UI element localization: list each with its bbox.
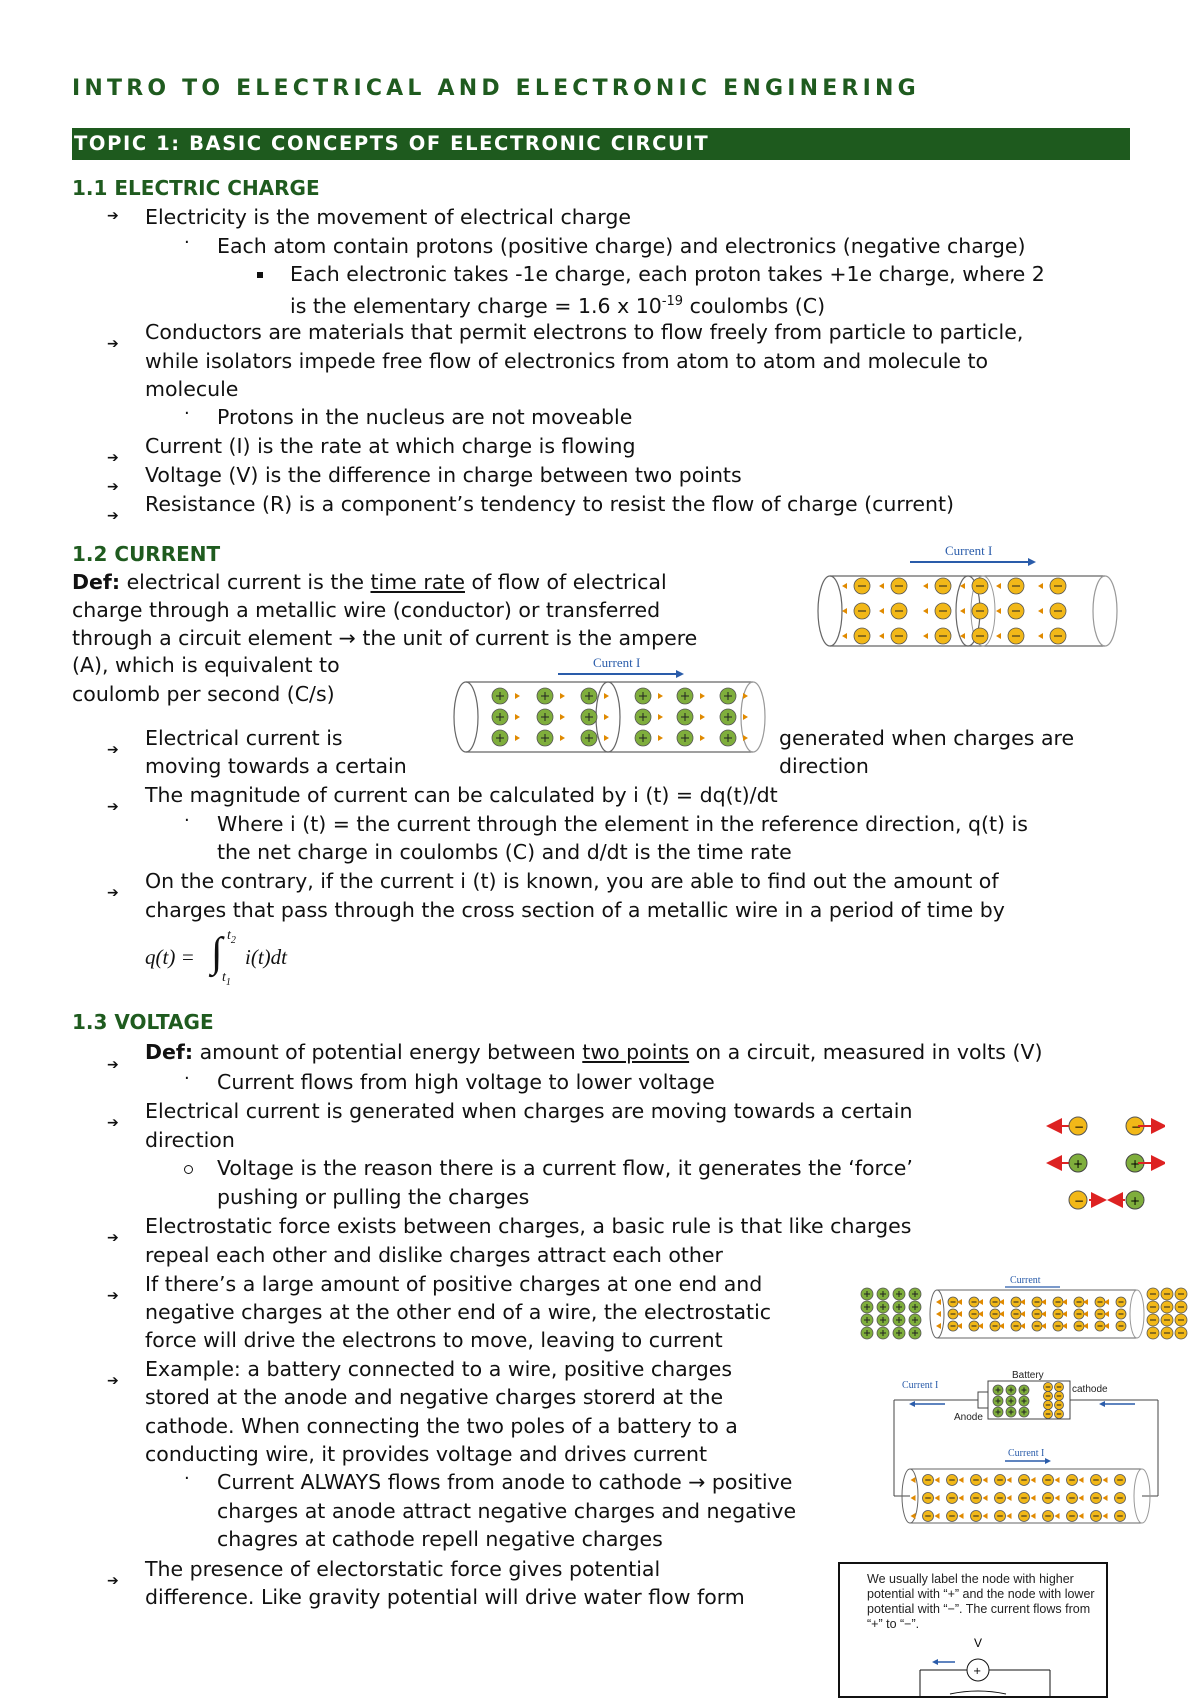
svg-text:−: −	[1131, 1120, 1142, 1134]
bullet-text: charges that pass through the cross section of a metallic wire in a period of time by	[145, 898, 1005, 922]
arrow-bullet-icon: ➔	[107, 1573, 119, 1589]
bullet-text: difference. Like gravity potential will drive water flow form	[145, 1585, 745, 1609]
dot-bullet-icon: ·	[184, 1468, 190, 1489]
bullet-text: Def: amount of potential energy between two points on a circuit, measured in volts (V)	[145, 1040, 1043, 1064]
bullet-text: repeal each other and dislike charges attract each other	[145, 1243, 723, 1267]
bullet-text: is the elementary charge = 1.6 x $10^{-19}$ coulombs (C)	[290, 293, 826, 318]
bullet-text: moving towards a certain	[145, 754, 407, 778]
arrow-bullet-icon: ➔	[107, 208, 119, 224]
arrow-bullet-icon: ➔	[107, 742, 119, 758]
figure-caption: Current	[1010, 1275, 1041, 1286]
dot-bullet-icon: ·	[184, 810, 190, 831]
document-title: INTRO TO ELECTRICAL AND ELECTRONIC ENGINERING	[72, 76, 920, 101]
definition-text: coulomb per second (C/s)	[72, 682, 335, 706]
svg-text:cathode: cathode	[1072, 1384, 1108, 1395]
bullet-text: negative charges at the other end of a wire, the electrostatic	[145, 1300, 772, 1324]
bullet-text: force will drive the electrons to move, leaving to current	[145, 1328, 723, 1352]
arrow-bullet-icon: ➔	[107, 1115, 119, 1131]
bullet-text: Voltage is the reason there is a current flow, it generates the ‘force’	[217, 1156, 913, 1180]
bullet-text: charges at anode attract negative charges and negative	[217, 1499, 797, 1523]
electron-flow-figure	[800, 540, 1130, 650]
figure-caption: Current I	[945, 543, 993, 558]
arrow-bullet-icon: ➔	[107, 1057, 119, 1073]
bullet-text: The presence of electorstatic force gives potential	[145, 1557, 661, 1581]
arrow-bullet-icon: ➔	[107, 1288, 119, 1304]
arrow-bullet-icon: ➔	[107, 508, 119, 524]
arrow-bullet-icon: ➔	[107, 336, 119, 352]
bullet-text: Electrical current is	[145, 726, 343, 750]
wire-charges-figure	[855, 1272, 1195, 1342]
bullet-text: while isolators impede free flow of electronics from atom to atom and molecule to	[145, 349, 989, 373]
charge-forces-figure	[1045, 1108, 1165, 1218]
bullet-text: Resistance (R) is a component’s tendency to resist the flow of charge (current)	[145, 492, 955, 516]
bullet-text: direction	[145, 1128, 235, 1152]
svg-text:V: V	[974, 1636, 983, 1650]
bullet-text: Electricity is the movement of electrical charge	[145, 205, 631, 229]
svg-text:+: +	[1073, 1157, 1084, 1171]
arrow-bullet-icon: ➔	[107, 1230, 119, 1246]
bullet-text: The magnitude of current can be calculated by i (t) = dq(t)/dt	[145, 783, 778, 807]
bullet-text: Example: a battery connected to a wire, positive charges	[145, 1357, 733, 1381]
svg-text:−: −	[1074, 1120, 1085, 1134]
arrow-bullet-icon: ➔	[107, 799, 119, 815]
arrow-bullet-icon: ➔	[107, 885, 119, 901]
bullet-text: direction	[779, 754, 869, 778]
bullet-text: stored at the anode and negative charges storerd at the	[145, 1385, 724, 1409]
svg-text:Current I: Current I	[1008, 1448, 1045, 1459]
definition-text: charge through a metallic wire (conductor) or transferred	[72, 598, 661, 622]
bullet-text: Electrical current is generated when charges are moving towards a certain	[145, 1099, 913, 1123]
arrow-bullet-icon: ➔	[107, 450, 119, 466]
bullet-text: Current flows from high voltage to lower voltage	[217, 1070, 715, 1094]
bullet-text: Electrostatic force exists between charges, a basic rule is that like charges	[145, 1214, 912, 1238]
bullet-text: the net charge in coulombs (C) and d/dt is the time rate	[217, 840, 792, 864]
definition-text: (A), which is equivalent to	[72, 653, 340, 677]
svg-text:+: +	[1130, 1157, 1141, 1171]
bullet-text: Voltage (V) is the difference in charge between two points	[145, 463, 742, 487]
bullet-text: On the contrary, if the current i (t) is known, you are able to find out the amount of	[145, 869, 999, 893]
bullet-text: conducting wire, it provides voltage and drives current	[145, 1442, 708, 1466]
arrow-bullet-icon: ➔	[107, 1373, 119, 1389]
bullet-text: Each electronic takes -1e charge, each proton takes +1e charge, where 2	[290, 262, 1045, 286]
square-bullet-icon	[257, 272, 263, 278]
section-heading-voltage: 1.3 VOLTAGE	[72, 1010, 214, 1034]
svg-text:Battery: Battery	[1012, 1370, 1044, 1381]
svg-text:+: +	[1130, 1194, 1141, 1208]
bullet-text: generated when charges are	[779, 726, 1075, 750]
topic-heading: TOPIC 1: BASIC CONCEPTS OF ELECTRONIC CIRCUIT	[72, 128, 1130, 160]
dot-bullet-icon: ·	[184, 232, 190, 253]
circle-bullet-icon	[184, 1165, 193, 1174]
potential-note-box: We usually label the node with higher potential with “+” and the node with lower potential with “−”. The current flows from “+” to “−”. V +	[838, 1562, 1108, 1698]
proton-flow-figure	[448, 650, 778, 760]
arrow-bullet-icon: ➔	[107, 479, 119, 495]
bullet-text: Conductors are materials that permit electrons to flow freely from particle to particle,	[145, 320, 1024, 344]
bullet-text: If there’s a large amount of positive charges at one end and	[145, 1272, 763, 1296]
dot-bullet-icon: ·	[184, 1068, 190, 1089]
charge-integral-formula: q(t) = ∫ $t_2$ $t_1$ i(t)dt	[145, 928, 287, 988]
bullet-text: molecule	[145, 377, 239, 401]
battery-circuit-figure	[880, 1368, 1180, 1528]
figure-caption: Current I	[593, 655, 641, 670]
bullet-text: cathode. When connecting the two poles of a battery to a	[145, 1414, 738, 1438]
bullet-text: Where i (t) = the current through the element in the reference direction, q(t) is	[217, 812, 1028, 836]
bullet-text: Each atom contain protons (positive charge) and electronics (negative charge)	[217, 234, 1026, 258]
dot-bullet-icon: ·	[184, 403, 190, 424]
section-heading-current: 1.2 CURRENT	[72, 542, 221, 566]
bullet-text: Current (I) is the rate at which charge is flowing	[145, 434, 636, 458]
svg-text:Current I: Current I	[902, 1380, 939, 1391]
definition-text: through a circuit element → the unit of current is the ampere	[72, 626, 698, 650]
bullet-text: chagres at cathode repell negative charges	[217, 1527, 663, 1551]
svg-text:−: −	[1074, 1194, 1085, 1208]
section-heading-electric-charge: 1.1 ELECTRIC CHARGE	[72, 176, 320, 200]
bullet-text: Protons in the nucleus are not moveable	[217, 405, 633, 429]
svg-text:Anode: Anode	[954, 1412, 983, 1423]
svg-text:+: +	[973, 1666, 982, 1677]
bullet-text: pushing or pulling the charges	[217, 1185, 530, 1209]
voltage-source-icon	[910, 1634, 1060, 1698]
bullet-text: Current ALWAYS flows from anode to cathode → positive	[217, 1470, 793, 1494]
definition-text: Def: electrical current is the time rate of flow of electrical	[72, 570, 667, 594]
